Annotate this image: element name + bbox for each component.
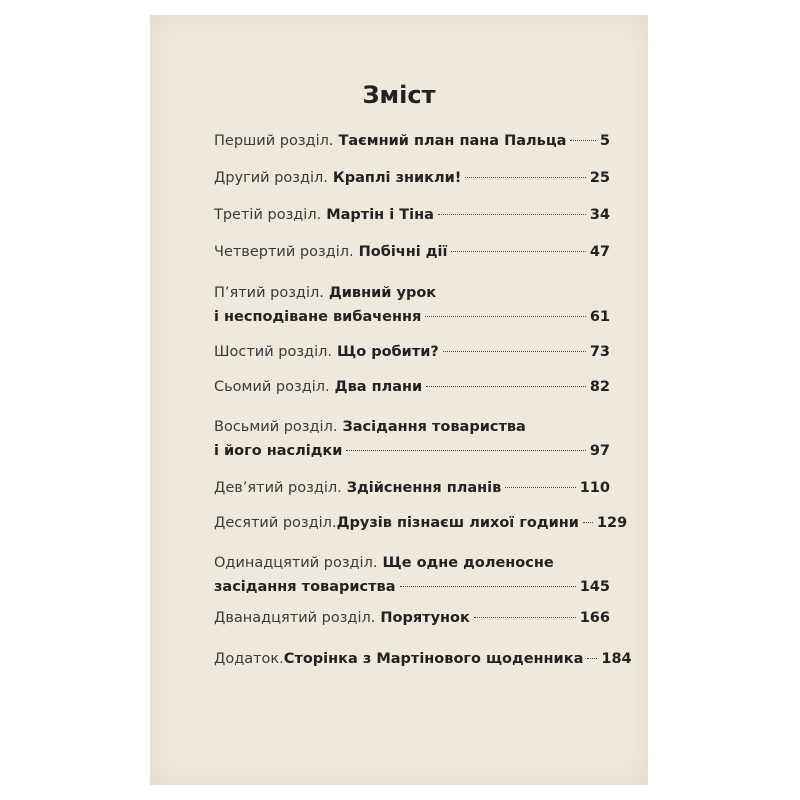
dot-leader — [400, 586, 576, 587]
chapter-title: Порятунок — [380, 610, 470, 626]
chapter-title: Друзів пізнаєш лихої години — [336, 515, 579, 531]
chapter-title: Дивний урок — [328, 285, 437, 301]
chapter-label: Одинадцятий розділ. — [214, 555, 378, 571]
chapter-label: Дев’ятий розділ. — [214, 480, 342, 496]
chapter-title-cont: і несподіване вибачення — [214, 309, 422, 325]
dot-leader — [425, 316, 585, 317]
page-number: 110 — [579, 480, 610, 496]
dot-leader — [443, 351, 586, 352]
toc-entry — [214, 515, 628, 539]
page-number: 97 — [589, 443, 610, 459]
toc-entry — [214, 379, 610, 403]
chapter-title: Сторінка з Мартінового щоденника — [283, 651, 584, 667]
book-page — [150, 15, 648, 785]
toc-entry — [214, 133, 610, 157]
page-number: 184 — [601, 651, 632, 667]
chapter-title: Побічні дії — [358, 244, 448, 260]
toc-entry — [214, 651, 632, 675]
chapter-label: Третій розділ. — [214, 207, 322, 223]
chapter-label: П’ятий розділ. — [214, 285, 324, 301]
chapter-title: Два плани — [334, 379, 423, 395]
page-number: 73 — [589, 344, 610, 360]
chapter-title-cont: і його наслідки — [214, 443, 343, 459]
page-number: 145 — [579, 579, 610, 595]
page-number: 34 — [589, 207, 610, 223]
chapter-label: Другий розділ. — [214, 170, 328, 186]
dot-leader — [570, 140, 596, 141]
toc-entry — [214, 480, 610, 504]
toc-entry — [214, 555, 610, 603]
dot-leader — [474, 617, 576, 618]
dot-leader — [587, 658, 597, 659]
page-title: Зміст — [362, 81, 436, 109]
chapter-title: Ще одне доленосне — [382, 555, 554, 571]
chapter-label: Десятий розділ. — [214, 515, 337, 531]
chapter-label: Восьмий розділ. — [214, 419, 338, 435]
chapter-label: Дванадцятий розділ. — [214, 610, 376, 626]
dot-leader — [505, 487, 575, 488]
dot-leader — [451, 251, 585, 252]
chapter-title: Що робити? — [336, 344, 439, 360]
chapter-title: Здійснення планів — [346, 480, 502, 496]
dot-leader — [438, 214, 586, 215]
chapter-label: Шостий розділ. — [214, 344, 332, 360]
toc-entry — [214, 610, 610, 634]
chapter-label: Перший розділ. — [214, 133, 334, 149]
page-number: 25 — [589, 170, 610, 186]
page-number: 5 — [599, 133, 610, 149]
toc-entry — [214, 285, 610, 333]
chapter-label: Сьомий розділ. — [214, 379, 330, 395]
chapter-title: Мартін і Тіна — [326, 207, 434, 223]
toc-entry — [214, 207, 610, 231]
dot-leader — [583, 522, 593, 523]
chapter-label: Четвертий розділ. — [214, 244, 354, 260]
toc-entry — [214, 419, 610, 467]
page-number: 166 — [579, 610, 610, 626]
page-number: 129 — [596, 515, 628, 531]
page-number: 82 — [589, 379, 610, 395]
dot-leader — [426, 386, 586, 387]
toc-entry — [214, 170, 610, 194]
page-number: 47 — [589, 244, 610, 260]
dot-leader — [465, 177, 585, 178]
chapter-label: Додаток. — [214, 651, 284, 667]
toc-entry — [214, 244, 610, 268]
dot-leader — [346, 450, 585, 451]
page-number: 61 — [589, 309, 610, 325]
chapter-title: Таємний план пана Пальца — [338, 133, 567, 149]
chapter-title-cont: засідання товариства — [214, 579, 396, 595]
chapter-title: Краплі зникли! — [332, 170, 462, 186]
toc-entry — [214, 344, 610, 368]
chapter-title: Засідання товариства — [342, 419, 526, 435]
